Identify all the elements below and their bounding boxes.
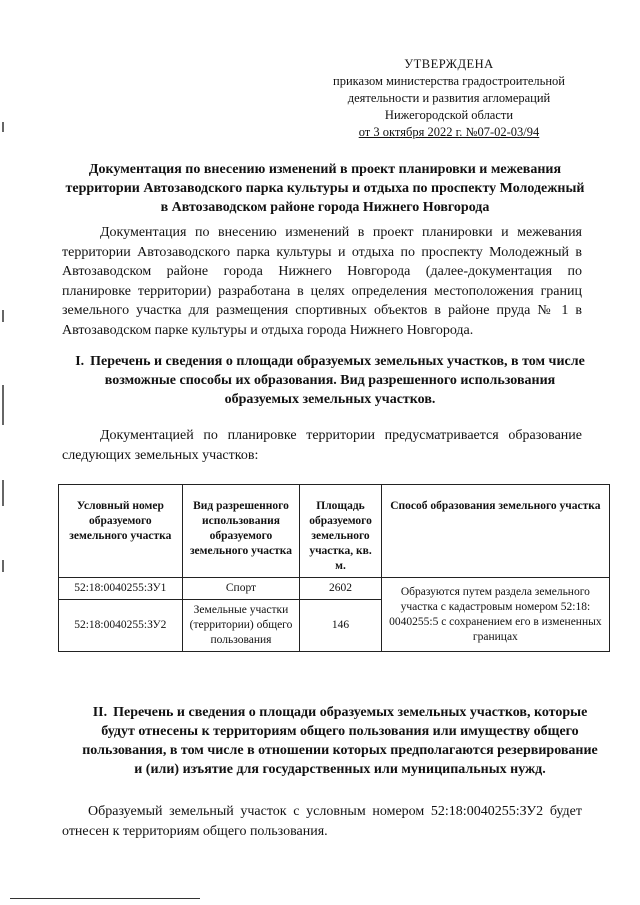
table-header-row — [59, 485, 610, 578]
section-1-heading-text: Перечень и сведения о площади образуемых земельных участков, в том числе возможные способы их образования. Вид разрешенного использования образуемых земельных участков. — [90, 354, 585, 407]
footnote-divider — [10, 898, 200, 899]
scan-mark — [2, 480, 4, 506]
table-header-cell: Способ образования земельного участка — [381, 485, 609, 578]
table-row — [59, 578, 610, 600]
scan-mark — [2, 310, 4, 322]
land-plots-table — [58, 484, 610, 652]
document-title: Документация по внесению изменений в проект планировки и межевания территории Автозаводского парка культуры и отдыха по проспекту Молодежный в Автозаводском районе города Нижнего Новгорода — [65, 162, 585, 215]
approval-line-1: приказом министерства градостроительной — [333, 74, 565, 88]
approval-stamp — [318, 56, 580, 141]
plot-use-cell: Спорт — [182, 578, 300, 600]
plot-use-cell: Земельные участки (территории) общего пользования — [182, 600, 300, 652]
scan-mark — [2, 385, 4, 425]
table-header-cell: Площадь образуемого земельного участка, кв. м. — [300, 485, 381, 578]
approval-title: УТВЕРЖДЕНА — [404, 57, 494, 71]
plot-area-cell: 2602 — [300, 578, 381, 600]
plot-number-cell: 52:18:0040255:ЗУ2 — [59, 600, 183, 652]
approval-date-number: от 3 октября 2022 г. №07-02-03/94 — [358, 125, 540, 139]
section-2-heading-text: Перечень и сведения о площади образуемых земельных участков, которые будут отнесены к территориям общего пользования или имуществу общего пользования, в том числе в отношении которых предполагаются резервирование и (или) изъятие для государственных или муниципальных нужд. — [82, 705, 598, 777]
plot-area-cell: 146 — [300, 600, 381, 652]
scan-mark — [2, 122, 4, 132]
section-2-heading — [80, 703, 600, 779]
plot-number-cell: 52:18:0040255:ЗУ1 — [59, 578, 183, 600]
section-1-paragraph: Документацией по планировке территории предусматривается образование следующих земельных участков: — [62, 428, 582, 463]
intro-paragraph: Документация по внесению изменений в проект планировки и межевания территории Автозаводского парка культуры и отдыха по проспекту Молодежный в Автозаводском районе города Нижнего Новгорода (далее-документация по планировке территории) разработана в целях определения местоположения границ земельного участка для размещения спортивных объектов в районе пруда № 1 в Автозаводском парке культуры и отдыха города Нижнего Новгорода. — [62, 225, 582, 338]
table-header-cell: Вид разрешенного использования образуемого земельного участка — [182, 485, 300, 578]
section-1-number: I. — [75, 354, 85, 369]
section-1-heading — [70, 352, 590, 409]
scan-mark — [2, 560, 4, 572]
section-2-number: II. — [92, 705, 108, 720]
section-2-paragraph: Образуемый земельный участок с условным номером 52:18:0040255:ЗУ2 будет отнесен к территориям общего пользования. — [62, 804, 582, 839]
table-header-cell: Условный номер образуемого земельного участка — [59, 485, 183, 578]
formation-method-cell: Образуются путем раздела земельного участка с кадастровым номером 52:18: 0040255:5 с сохранением его в измененных границах — [381, 578, 609, 652]
approval-line-3: Нижегородской области — [384, 108, 514, 122]
approval-line-2: деятельности и развития агломераций — [347, 91, 551, 105]
